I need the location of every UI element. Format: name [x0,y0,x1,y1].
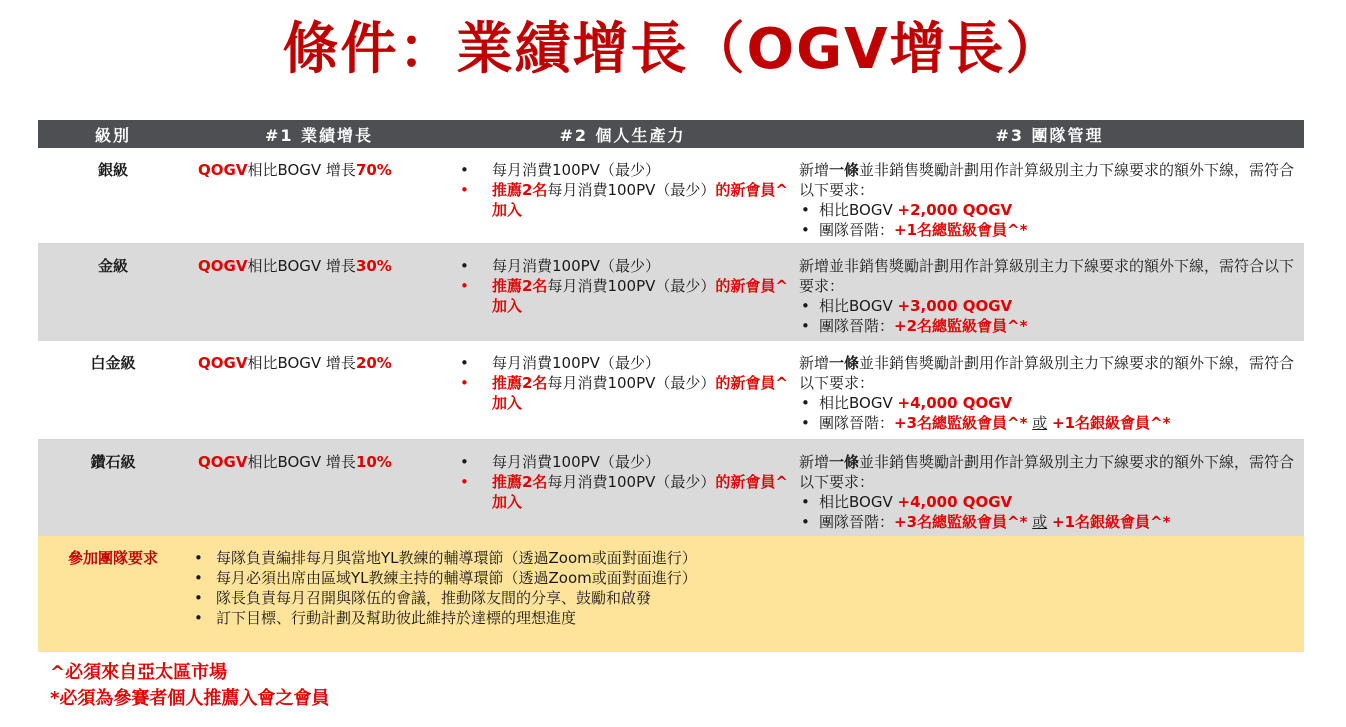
growth-cell: QOGV相比BOGV 增長70% [188,148,450,243]
list-item: • 每月消費100PV（最少） [454,353,791,373]
list-item: • 團隊晉階：+3名總監級會員^* 或 +1名銀級會員^* [799,512,1300,532]
team-cell: 新增一條並非銷售獎勵計劃用作計算級別主力下線要求的額外下線，需符合以下要求： • 相比BOGV +4,000 QOGV • 團隊晉階：+3名總監級會員^* 或 +1名銀級會員^* [795,341,1304,439]
header-team: #3 團隊管理 [795,120,1304,148]
level-cell: 銀級 [38,148,188,243]
table-row [38,341,1304,439]
list-item: • 推薦2名每月消費100PV（最少）的新會員^加入 [454,276,791,316]
team-cell: 新增一條並非銷售獎勵計劃用作計算級別主力下線要求的額外下線，需符合以下要求： • 相比BOGV +2,000 QOGV • 團隊晉階：+1名總監級會員^* [795,148,1304,243]
header-productivity: #2 個人生產力 [450,120,795,148]
list-item: • 相比BOGV +4,000 QOGV [799,492,1300,512]
list-item: • 相比BOGV +4,000 QOGV [799,393,1300,413]
productivity-cell [450,243,795,341]
team-cell: 新增並非銷售獎勵計劃用作計算級別主力下線要求的額外下線，需符合以下要求： • 相比BOGV +3,000 QOGV • 團隊晉階：+2名總監級會員^* [795,243,1304,341]
table-row [38,439,1304,536]
table-row [38,148,1304,243]
requirements-cell [188,536,1304,652]
page-title: 條件：業績增長（OGV增長） [282,17,1064,82]
list-item: • 相比BOGV +3,000 QOGV [799,296,1300,316]
level-cell: 白金級 [38,341,188,439]
growth-cell: QOGV相比BOGV 增長30% [188,243,450,341]
growth-cell: QOGV相比BOGV 增長20% [188,341,450,439]
table-row [38,243,1304,341]
footnote-personal-referral: *必須為參賽者個人推薦入會之會員 [50,688,330,709]
conditions-table [38,120,1304,652]
list-item: • 每月必須出席由區域YL教練主持的輔導環節（透過Zoom或面對面進行） [192,568,1300,588]
list-item: • 推薦2名每月消費100PV（最少）的新會員^加入 [454,472,791,512]
productivity-cell [450,439,795,536]
list-item: • 團隊晉階：+3名總監級會員^* 或 +1名銀級會員^* [799,413,1300,433]
table-header-row [38,120,1304,148]
list-item: • 相比BOGV +2,000 QOGV [799,200,1300,220]
team-cell: 新增一條並非銷售獎勵計劃用作計算級別主力下線要求的額外下線，需符合以下要求： • 相比BOGV +4,000 QOGV • 團隊晉階：+3名總監級會員^* 或 +1名銀級會員^* [795,439,1304,536]
level-cell: 鑽石級 [38,439,188,536]
footnote-asia-pacific: ^必須來自亞太區市場 [50,662,228,683]
productivity-cell [450,341,795,439]
list-item: • 團隊晉階：+2名總監級會員^* [799,316,1300,336]
list-item: • 每月消費100PV（最少） [454,256,791,276]
list-item: • 推薦2名每月消費100PV（最少）的新會員^加入 [454,373,791,413]
header-level: 級別 [38,120,188,148]
growth-cell: QOGV相比BOGV 增長10% [188,439,450,536]
level-cell: 金級 [38,243,188,341]
list-item: • 訂下目標、行動計劃及幫助彼此維持於達標的理想進度 [192,608,1300,628]
list-item: • 團隊晉階：+1名總監級會員^* [799,220,1300,240]
productivity-cell [450,148,795,243]
list-item: • 每月消費100PV（最少） [454,452,791,472]
requirements-label: 參加團隊要求 [38,536,188,652]
header-growth: #1 業績增長 [188,120,450,148]
footnotes [50,660,329,712]
list-item: • 每月消費100PV（最少） [454,160,791,180]
requirements-row [38,536,1304,652]
list-item: • 每隊負責編排每月與當地YL教練的輔導環節（透過Zoom或面對面進行） [192,548,1300,568]
list-item: • 隊長負責每月召開與隊伍的會議，推動隊友間的分享、鼓勵和啟發 [192,588,1300,608]
list-item: • 推薦2名每月消費100PV（最少）的新會員^加入 [454,180,791,220]
